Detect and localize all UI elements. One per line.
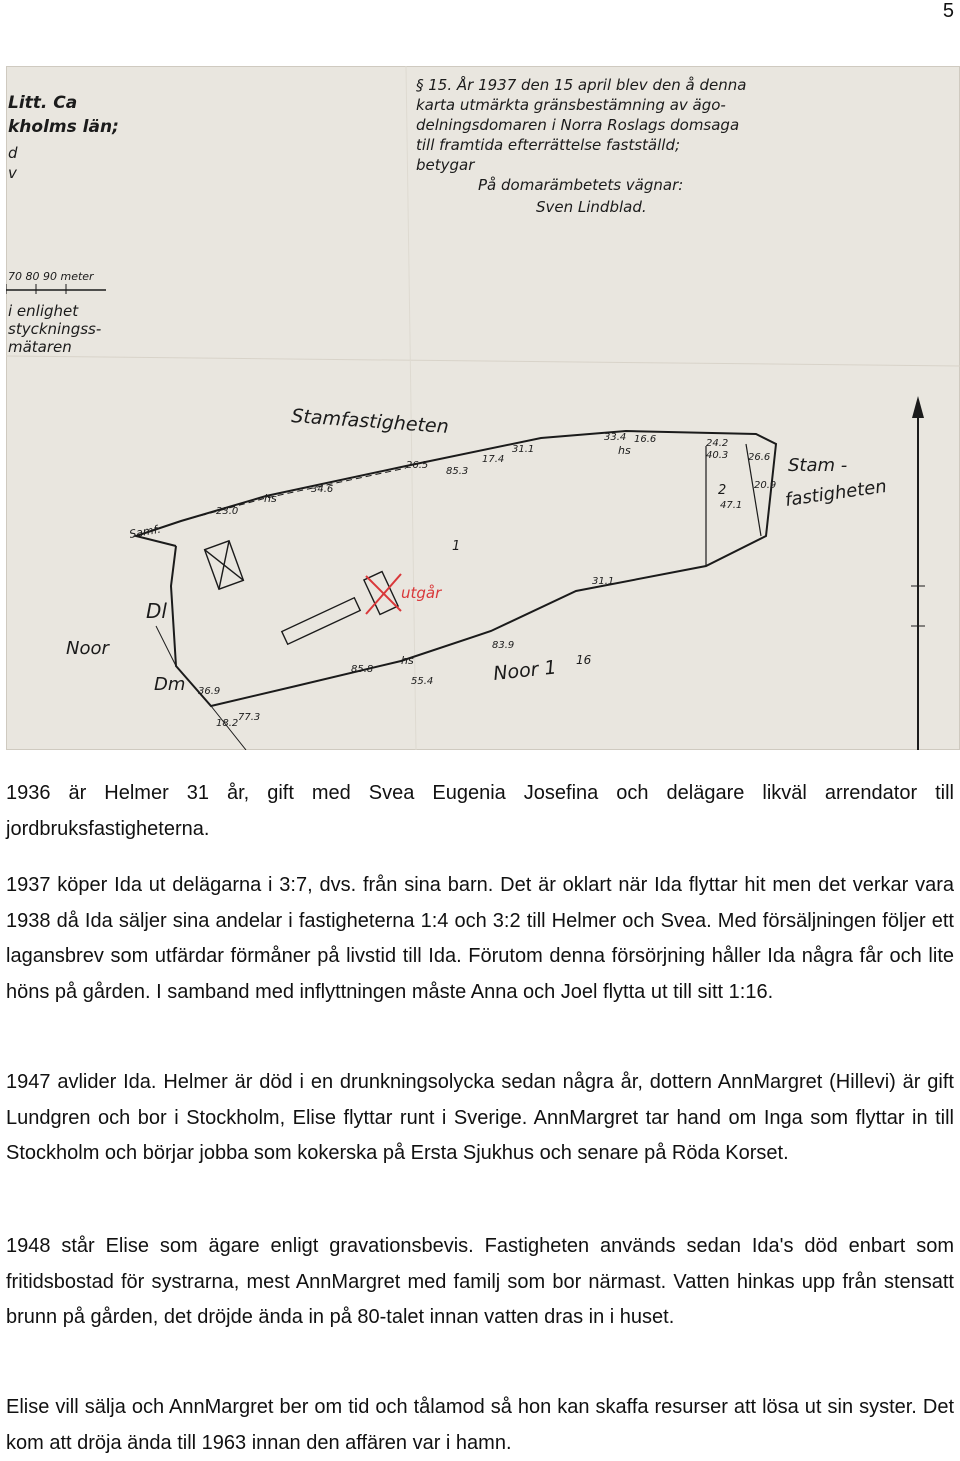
paragraph-1936 bbox=[6, 776, 954, 847]
paragraph-text: 1948 står Elise som ägare enligt gravationsbevis. Fastigheten används sedan Ida's död enbart som fritidsbostad för systrarna, mest AnnMargret med familj som bor närmast. Vatten hinkas upp från stensatt brunn på gården, det dröjde ända in på 80-talet innan vatten dras in i huset. bbox=[6, 1235, 954, 1328]
measurement: 33.4 bbox=[604, 432, 627, 443]
label-hs: hs bbox=[401, 654, 414, 667]
paragraph-1937 bbox=[6, 868, 954, 1010]
paragraph-text: Elise vill sälja och AnnMargret ber om tid och tålamod så hon kan skaffa resurser att lösa ut sin syster. Det kom att dröja ända till 1963 innan den affären var i hamn. bbox=[6, 1396, 954, 1454]
label-samf: Samf. bbox=[128, 522, 162, 541]
map-header-line: till framtida efterrättelse fastställd; bbox=[416, 136, 681, 154]
map-left-fragment: kholms län; bbox=[8, 117, 119, 137]
map-header-line: delningsdomaren i Norra Roslags domsaga bbox=[416, 116, 740, 134]
paragraph-text: 1947 avlider Ida. Helmer är död i en drunkningsolycka sedan några år, dottern AnnMargret (Hillevi) är gift Lundgren och bor i Stockholm, Elise flyttar runt i Sverige. AnnMargret tar hand om Inga som flyttar in till Stockholm och börjar jobba som kokerska på Ersta Sjukhus och senare på Röda Korset. bbox=[6, 1071, 954, 1164]
label-stam: Stam - bbox=[788, 455, 848, 476]
map-signature: Sven Lindblad. bbox=[536, 198, 647, 216]
measurement: 47.1 bbox=[720, 500, 743, 511]
map-left-note: styckningss- bbox=[8, 320, 102, 338]
map-scale-bar bbox=[6, 270, 106, 294]
measurement: 83.9 bbox=[492, 640, 515, 651]
measurement: 36.9 bbox=[198, 686, 221, 697]
label-noor-bottom-sup: 16 bbox=[576, 653, 592, 667]
page-number: 5 bbox=[942, 0, 954, 22]
map-scale-label: 70 80 90 meter bbox=[8, 270, 94, 283]
label-noor-bottom: Noor 1 bbox=[492, 656, 558, 685]
label-fastigheten: fastigheten bbox=[783, 475, 888, 511]
map-header-line: § 15. År 1937 den 15 april blev den å denna bbox=[416, 76, 747, 94]
label-dm: Dm bbox=[154, 674, 186, 695]
measurement: 85.3 bbox=[446, 466, 469, 477]
measurement: 16.6 bbox=[634, 434, 657, 445]
utgar-label: utgår bbox=[401, 584, 442, 602]
map-header-line: karta utmärkta gränsbestämning av ägo- bbox=[416, 96, 726, 114]
property-map-image bbox=[6, 66, 960, 750]
measurement: 26.5 bbox=[406, 460, 429, 471]
map-left-fragment: Litt. Ca bbox=[8, 93, 78, 113]
label-parcel-1: 1 bbox=[452, 539, 461, 554]
map-header-line: betygar bbox=[416, 156, 475, 174]
paragraph-text: 1937 köper Ida ut delägarna i 3:7, dvs. från sina barn. Det är oklart när Ida flyttar hit men det verkar vara 1938 då Ida säljer sina andelar i fastigheterna 1:4 och 3:2 till Helmer och Svea. Med försäljningen följer ett lagansbrev som utfärdar förmåner på livstid till Ida. Förutom denna försörjning håller Ida några får och lite höns på gården. I samband med inflyttningen måste Anna och Joel flytta ut till sitt 1:16. bbox=[6, 874, 954, 1003]
paragraph-text: 1936 är Helmer 31 år, gift med Svea Eugenia Josefina och delägare likväl arrendator till jordbruksfastigheterna. bbox=[6, 782, 954, 840]
measurement: 40.3 bbox=[706, 450, 729, 461]
label-hs: hs bbox=[264, 492, 277, 505]
measurement: 26.6 bbox=[748, 452, 771, 463]
measurement: 31.1 bbox=[512, 444, 535, 455]
measurement: 17.4 bbox=[482, 454, 505, 465]
measurement: 23.0 bbox=[216, 506, 239, 517]
measurement: 34.6 bbox=[311, 484, 334, 495]
measurement: 18.2 bbox=[216, 718, 239, 729]
measurement: 24.2 bbox=[706, 438, 729, 449]
measurement: 31.1 bbox=[592, 576, 615, 587]
measurement: 20.9 bbox=[754, 480, 777, 491]
map-left-note: i enlighet bbox=[8, 302, 79, 320]
map-left-fragment: d bbox=[8, 144, 18, 162]
label-parcel-2: 2 bbox=[718, 483, 727, 498]
map-left-fragment: v bbox=[8, 164, 17, 182]
map-left-note: mätaren bbox=[8, 338, 72, 356]
label-hs: hs bbox=[618, 444, 631, 457]
paragraph-1948 bbox=[6, 1229, 954, 1336]
label-dl: Dl bbox=[146, 599, 167, 623]
label-noor-left: Noor bbox=[66, 638, 109, 659]
label-stamfastigheten: Stamfastigheten bbox=[290, 405, 450, 438]
measurement: 85.8 bbox=[351, 664, 374, 675]
paragraph-1947 bbox=[6, 1065, 954, 1172]
measurement: 77.3 bbox=[238, 712, 261, 723]
paragraph-elise bbox=[6, 1390, 954, 1461]
map-header-line: På domarämbetets vägnar: bbox=[478, 176, 684, 194]
measurement: 55.4 bbox=[411, 676, 434, 687]
